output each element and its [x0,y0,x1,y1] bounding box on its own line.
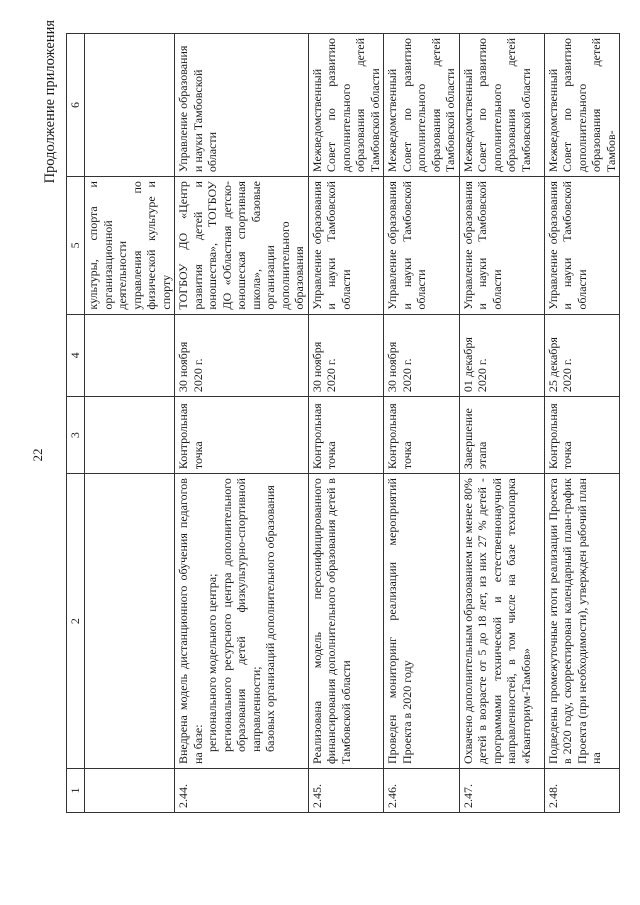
continuation-label: Продолжение приложения [42,20,58,184]
type-cell: Контрольная точка [308,397,384,474]
event-item: регионального модельного центра; [205,573,219,752]
row-number: 2.44. [175,769,309,813]
page-number: 22 [30,448,45,462]
column-header: 4 [67,314,85,397]
controller-cell: Межведомственный Совет по развитию дополнительного образования детей Тамбовской области [384,34,460,177]
event-cell: Проведен мониторинг реализации мероприятий Проекта в 2020 году [384,474,460,769]
responsible-cell: Управление образования и науки Тамбовской области [384,177,460,315]
controller-cell: Межведомственный Совет по развитию дополнительного образования детей Тамбовской области [308,34,384,177]
table-row [308,34,384,813]
event-cell: Охвачено дополнительным образованием не менее 80% детей в возрасте от 5 до 18 лет, из них 27 % детей - программами технической и естественнонаучной направленностей, в том числе на базе технопарка «Кванториум-Тамбов» [459,474,544,769]
controller-cell: Межведомственный Совет по развитию дополнительного образования детей Тамбовской области [459,34,544,177]
table-row [544,34,620,813]
table-header-row [67,34,85,813]
event-title: Внедрена модель дистанционного обучения педагогов на базе: [176,478,205,764]
event-cell: Реализована модель персонифицированного финансирования дополнительного образования детей в Тамбовской области [308,474,384,769]
date-cell: 30 ноября 2020 г. [175,314,309,397]
column-header: 3 [67,397,85,474]
table-row [175,34,309,813]
row-number: 2.47. [459,769,544,813]
table-row [384,34,460,813]
controller-cell: Межведомственный Совет по развитию дополнительного образования детей Тамбов- [544,34,620,177]
date-cell: 30 ноября 2020 г. [384,314,460,397]
column-header: 5 [67,177,85,315]
type-cell: Контрольная точка [175,397,309,474]
date-cell: 01 декабря 2020 г. [459,314,544,397]
event-cell [175,474,309,769]
responsible-cell: ТОГБОУ ДО «Центр развития детей и юношества», ТОГБОУ ДО «Областная детско-юношеская спортивная школа», базовые организации дополнительного образования [175,177,309,315]
responsible-cell: Управление образования и науки Тамбовской области [459,177,544,315]
date-cell: 30 ноября 2020 г. [308,314,384,397]
table-row [459,34,544,813]
column-header: 6 [67,34,85,177]
event-cell: Подведены промежуточные итоги реализации Проекта в 2020 году, скорректирован календарный план-график Проекта (при необходимости), утвержден рабочий план на [544,474,620,769]
event-item: базовых организаций дополнительного образования [263,485,277,752]
column-header: 1 [67,769,85,813]
type-cell: Завершение этапа [459,397,544,474]
row-number: 2.45. [308,769,384,813]
event-item: регионального ресурсного центра дополнительного образования детей физкультурно-спортивной направленности; [219,478,263,752]
schedule-table [66,33,620,813]
responsible-cell: Управление образования и науки Тамбовской области [544,177,620,315]
responsible-cell: Управление образования и науки Тамбовской области [308,177,384,315]
row-number: 2.48. [544,769,620,813]
row-number: 2.46. [384,769,460,813]
date-cell: 25 декабря 2020 г. [544,314,620,397]
type-cell: Контрольная точка [544,397,620,474]
column-header: 2 [67,474,85,769]
continuation-cell: культуры, спорта и организационной деятельности управления по физической культуре и спорту [85,177,175,315]
type-cell: Контрольная точка [384,397,460,474]
continuation-row [85,34,175,813]
controller-cell: Управление образования и науки Тамбовской области [175,34,309,177]
